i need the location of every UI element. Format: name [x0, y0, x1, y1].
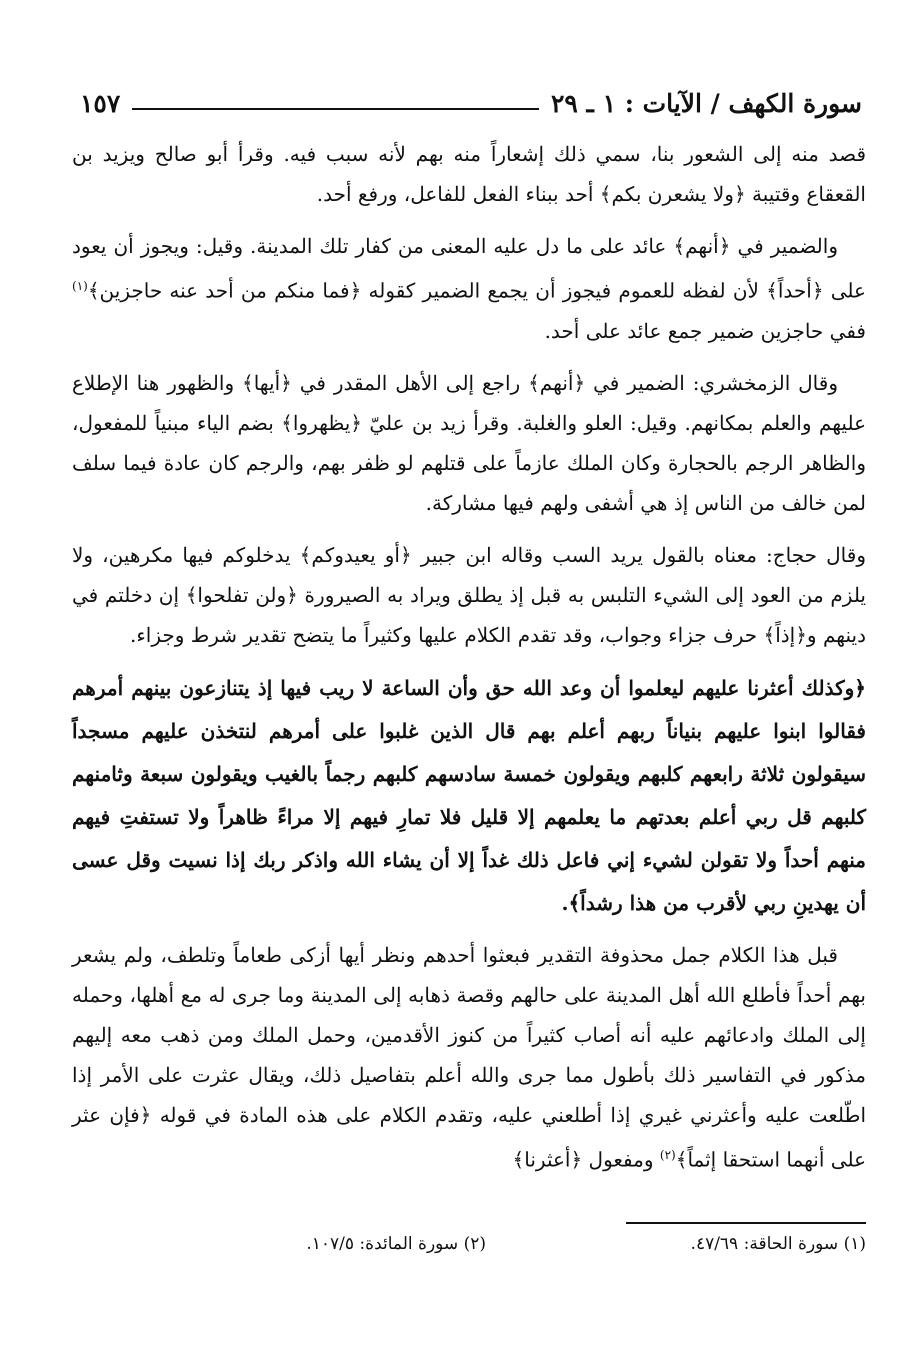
header-rule: [132, 108, 539, 110]
footnotes: [72, 1234, 866, 1254]
page-number: ١٥٧: [80, 89, 121, 118]
paragraph-3: وقال الزمخشري: الضمير في ﴿أنهم﴾ راجع إلى الأهل المقدر في ﴿أيها﴾ والظهور هنا الإطلاع عليهم والعلم بمكانهم. وقيل: العلو والغلبة. وقرأ زيد بن عليّ ﴿يظهروا﴾ بضم الياء مبنياً للمفعول، والظاهر الرجم بالحجارة وكان الملك عازماً على قتلهم لو ظفر بهم، والرجم كان عادة فيما سلف لمن خالف من الناس إذ هي أشفى ولهم فيها مشاركة.: [72, 370, 866, 515]
paragraph-5-text: قبل هذا الكلام جمل محذوفة التقدير فبعثوا أحدهم ونظر أيها أزكى طعاماً وتلطف، ولم يشعر بهم أحداً فأطلع الله أهل المدينة على حالهم وقصة ذهابه إلى المدينة وما جرى له مع أهلها، وحمله إلى الملك وادعائهم عليه أنه أصاب كثيراً من كنوز الأقدمين، وحمل الملك ومن ذهب معه إليهم مذكور في التفاسير ذلك بأطول مما جرى والله أعلم بتفاصيل ذلك، ويقال عثرت على الأمر إذا اطّلعت عليه وأعثرني غيري إذا أطلعني عليه، وتقدم الكلام على هذه المادة في قوله ﴿فإن عثر على أنهما استحقا إثماً﴾: [72, 942, 866, 1172]
paragraph-2-tail: ففي حاجزين ضمير جمع عائد على أحد.: [544, 318, 866, 343]
footnote-ref-1: (١): [72, 279, 88, 293]
paragraph-4: وقال حجاج: معناه بالقول يريد السب وقاله ابن جبير ﴿أو يعيدوكم﴾ يدخلوكم فيها مكرهين، ولا يلزم من العود إلى الشيء التلبس به قبل إذ يطلق ويراد به الصيرورة ﴿ولن تفلحوا﴾ إن دخلتم في دينهم و﴿إذاً﴾ حرف جزاء وجواب، وقد تقدم الكلام عليها وكثيراً ما يتضح تقدير شرط وجزاء.: [72, 542, 867, 647]
page-header: [80, 78, 862, 118]
footnote-2: (٢) سورة المائدة: ١٠٧/٥.: [306, 1234, 486, 1254]
paragraph-1: قصد منه إلى الشعور بنا، سمي ذلك إشعاراً منه بهم لأنه سبب فيه. وقرأ أبو صالح ويزيد بن القعقاع وقتيبة ﴿ولا يشعرن بكم﴾ أحد ببناء الفعل للفاعل، ورفع أحد.: [72, 142, 866, 206]
paragraph-2-text: والضمير في ﴿أنهم﴾ عائد على ما دل عليه المعنى من كفار تلك المدينة. وقيل: ويجوز أن يعود على ﴿أحداً﴾ لأن لفظه للعموم فيجوز أن يجمع الضمير كقوله ﴿فما منكم من أحد عنه حاجزين﴾: [72, 234, 866, 303]
footnote-separator: [626, 1222, 866, 1224]
paragraph-5: [72, 935, 866, 1180]
paragraph-5-tail: ومفعول ﴿أعثرنا﴾: [512, 1147, 660, 1172]
quran-verse-block: ﴿وكذلك أعثرنا عليهم ليعلموا أن وعد الله حق وأن الساعة لا ريب فيها إذ يتنازعون بينهم أمرهم فقالوا ابنوا عليهم بنياناً ربهم أعلم بهم قال الذين غلبوا على أمرهم لنتخذن عليهم مسجداً سيقولون ثلاثة رابعهم كلبهم ويقولون خمسة سادسهم كلبهم رجماً بالغيب ويقولون سبعة وثامنهم كلبهم قل ربي أعلم بعدتهم ما يعلمهم إلا قليل فلا تمارِ فيهم إلا مراءً ظاهراً ولا تستفتِ فيهم منهم أحداً ولا تقولن لشيء إني فاعل ذلك غداً إلا أن يشاء الله واذكر ربك إذا نسيت وقل عسى أن يهدينِ ربي لأقرب من هذا رشداً﴾.: [72, 675, 866, 915]
paragraph-2: [72, 226, 866, 351]
footnote-1: (١) سورة الحاقة: ٤٧/٦٩.: [690, 1234, 866, 1254]
running-title: سورة الكهف / الآيات : ١ ـ ٢٩: [550, 89, 862, 118]
footnote-ref-2: (٢): [659, 1147, 676, 1162]
body-text: [72, 134, 866, 1191]
